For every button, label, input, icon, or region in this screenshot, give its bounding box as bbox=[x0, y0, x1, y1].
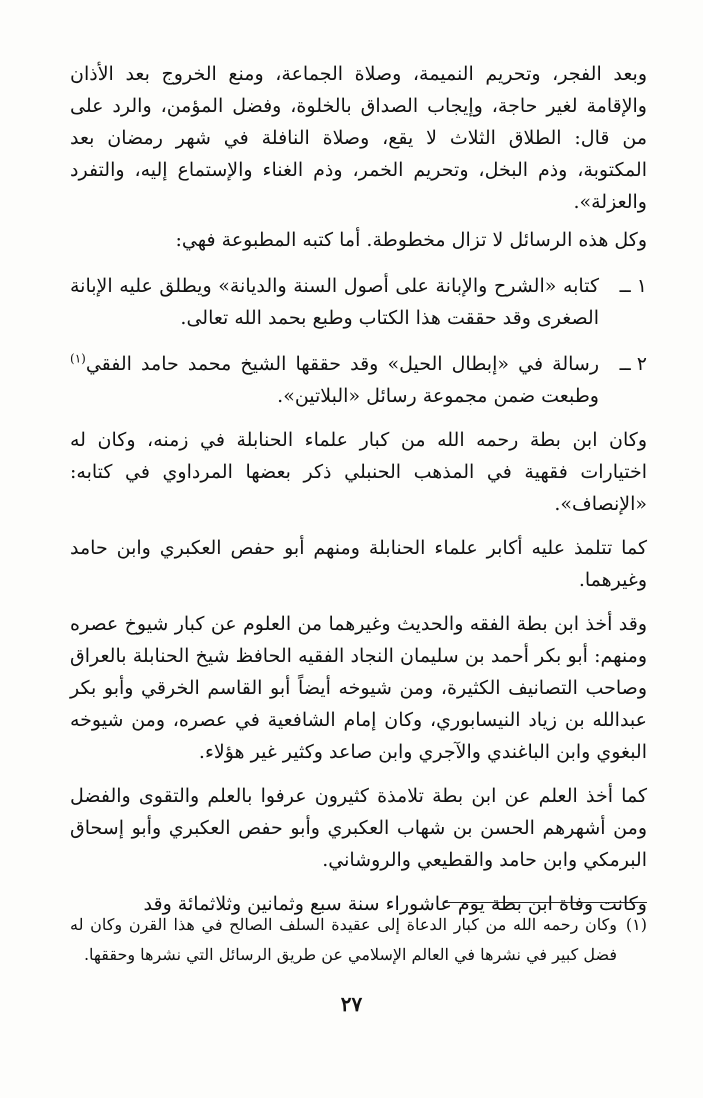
list-item-2 bbox=[70, 348, 647, 412]
paragraph-4: كما تتلمذ عليه أكابر علماء الحنابلة ومنهم أبو حفص العكبري وابن حامد وغيرهما. bbox=[70, 537, 647, 591]
page-number: ٢٧ bbox=[340, 992, 363, 1016]
paragraph-1: وبعد الفجر، وتحريم النميمة، وصلاة الجماعة، ومنع الخروج بعد الأذان والإقامة لغير حاجة، وإيجاب الصداق بالخلوة، وفضل المؤمن، والرد على من قال: الطلاق الثلاث لا يقع، وصلاة النافلة في شهر رمضان بعد المكتوبة، وذم البخل، وتحريم الخمر، وذم الغناء والإستماع إليه، والتفرد والعزلة». bbox=[70, 63, 647, 213]
paragraph-5: وقد أخذ ابن بطة الفقه والحديث وغيرهما من العلوم عن كبار شيوخ عصره ومنهم: أبو بكر أحمد بن سليمان النجاد الفقيه الحافظ شيخ الحنابلة بالعراق وصاحب التصانيف الكثيرة، ومن شيوخه أيضاً أبو القاسم الخرقي وأبو بكر عبدالله بن زياد النيسابوري، وكان إمام الشافعية في عصره، ومن شيوخه البغوي وابن الباغندي والآجري وابن صاعد وكثير غير هؤلاء. bbox=[70, 613, 647, 763]
paragraph-6: كما أخذ العلم عن ابن بطة تلامذة كثيرون عرفوا بالعلم والتقوى والفضل ومن أشهرهم الحسن بن شهاب العكبري وأبو حفص العكبري وأبو إسحاق البرمكي وابن حامد والقطيعي والروشاني. bbox=[70, 785, 647, 871]
paragraph-7: وكانت وفاة ابن بطة يوم عاشوراء سنة سبع وثمانين وثلاثمائة وقد bbox=[143, 893, 647, 915]
list-item-2-body bbox=[70, 348, 599, 412]
paragraph-2: وكل هذه الرسائل لا تزال مخطوطة. أما كتبه المطبوعة فهي: bbox=[175, 229, 647, 251]
list-item-2-text: رسالة في «إبطال الحيل» وقد حققها الشيخ محمد حامد الفقي bbox=[85, 353, 599, 375]
footnote-reference[interactable]: (١) bbox=[70, 351, 86, 366]
list-item-2-number: ٢ ــ bbox=[619, 353, 647, 375]
footnote bbox=[70, 910, 647, 970]
list-item-1-text: كتابه «الشرح والإبانة على أصول السنة والديانة» ويطلق عليه الإبانة الصغرى وقد حققت هذا الكتاب وطبع بحمد الله تعالى. bbox=[70, 275, 599, 329]
footnote-text: وكان رحمه الله من كبار الدعاة إلى عقيدة السلف الصالح في هذا القرن وكان له فضل كبير في نشرها في العالم الإسلامي عن طريق الرسائل التي نشرها وحققها. bbox=[70, 915, 617, 964]
footnote-number: (١) bbox=[625, 915, 647, 934]
main-text bbox=[70, 58, 647, 926]
list-item-1-number: ١ ــ bbox=[619, 275, 647, 297]
list-item-2-continuation: وطبعت ضمن مجموعة رسائل «البلاتين». bbox=[277, 385, 599, 407]
list-item-1 bbox=[70, 270, 647, 334]
footnote-divider bbox=[443, 902, 647, 903]
paragraph-3: وكان ابن بطة رحمه الله من كبار علماء الحنابلة في زمنه، وكان له اختيارات فقهية في المذهب الحنبلي ذكر بعضها المرداوي في كتابه: «الإنصاف». bbox=[70, 429, 648, 515]
